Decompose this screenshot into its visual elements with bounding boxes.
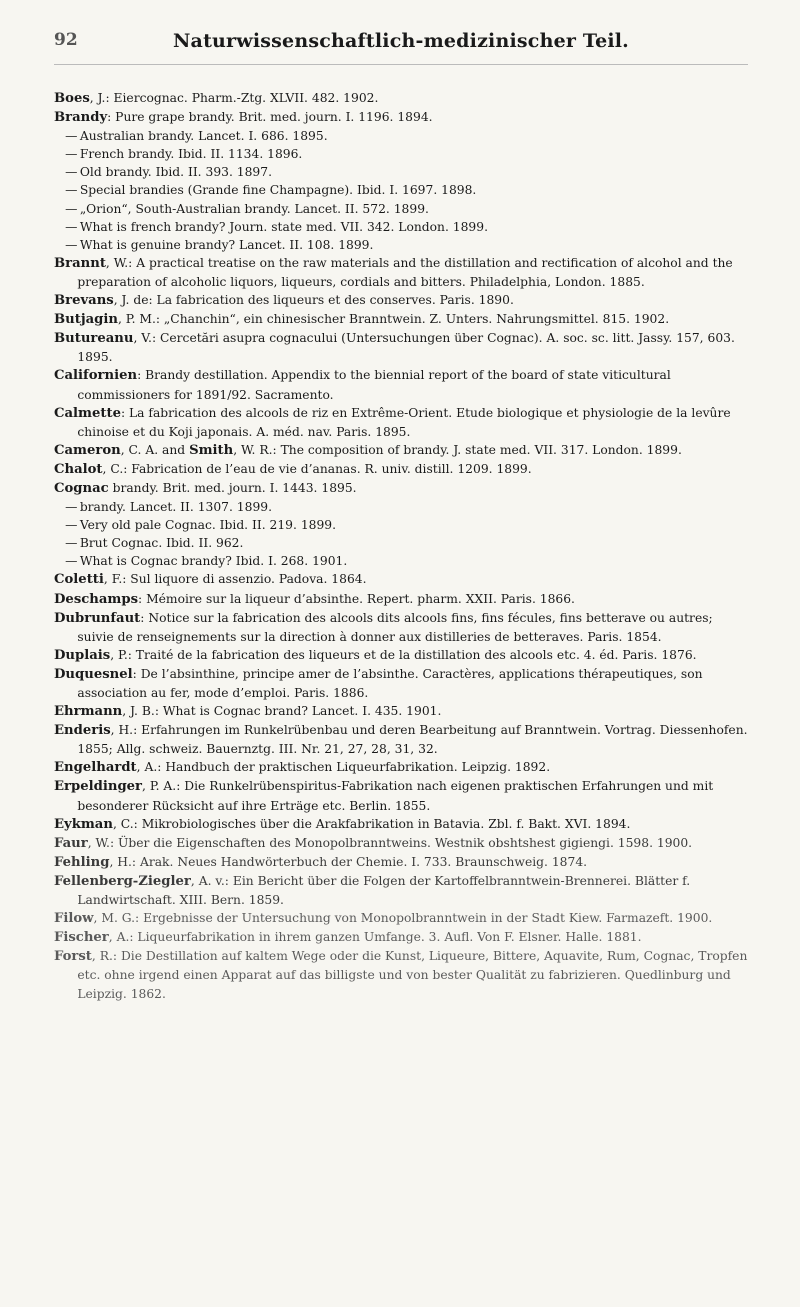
reference-text: : La fabrication des alcools de riz en Extrême-Orient. Etude biologique et physiologie de la levûre chinoise et du Koji japonais. A. méd. nav. Paris. 1895. <box>77 405 731 439</box>
reference-text: , H.: Erfahrungen im Runkelrübenbau und deren Bearbeitung auf Branntwein. Vortrag. Diessenhofen. 1855; Allg. schweiz. Bauernztg. III. Nr. 21, 27, 28, 31, 32. <box>77 723 748 757</box>
reference-text: , J.: Eiercognac. Pharm.-Ztg. XLVII. 482. 1902. <box>89 91 379 105</box>
reference-author: Eykman <box>54 816 113 832</box>
reference-text: , C.: Fabrication de l’eau de vie d’ananas. R. univ. distill. 1209. 1899. <box>102 461 532 476</box>
reference-author: Californien <box>54 368 138 384</box>
reference-text: , V.: Cercetări asupra cognacului (Untersuchungen über Cognac). A. soc. sc. litt. Jassy. 157, 603. 1895. <box>77 331 735 365</box>
reference-entry <box>54 777 748 814</box>
reference-author: Ehrmann <box>54 704 123 720</box>
reference-continuation <box>54 127 748 145</box>
reference-continuation <box>54 498 748 516</box>
reference-author: Engelhardt <box>54 760 137 776</box>
reference-author: Coletti <box>54 572 104 588</box>
ditto-dash: — <box>65 201 78 216</box>
reference-continuation <box>54 200 748 218</box>
reference-author: Boes <box>54 91 90 106</box>
reference-author: Forst <box>54 949 92 965</box>
reference-continuation <box>54 552 748 570</box>
reference-text: , W.: Über die Eigenschaften des Monopolbranntweins. Westnik obshtshest gigiengi. 1598. 1900. <box>87 835 693 850</box>
reference-author: Erpeldinger <box>54 779 142 795</box>
reference-text: Very old pale Cognac. Ibid. II. 219. 1899. <box>79 518 337 533</box>
reference-author: Fischer <box>54 930 109 946</box>
reference-text: , P. M.: „Chanchin“, ein chinesischer Branntwein. Z. Unters. Nahrungsmittel. 815. 1902. <box>117 312 670 327</box>
reference-continuation <box>54 181 748 199</box>
reference-entry <box>54 758 748 777</box>
ditto-dash: — <box>65 536 78 551</box>
reference-continuation <box>54 218 748 236</box>
reference-continuation <box>54 534 748 552</box>
reference-text: : De l’absinthine, principe amer de l’absinthe. Caractères, applications thérapeutiques, son association au fer, mode d’emploi. Paris. 1886. <box>77 666 703 700</box>
reference-author: Cognac <box>54 480 109 496</box>
reference-text: , A. v.: Ein Bericht über die Folgen der Kartoffelbranntwein-Brennerei. Blätter f. Landwirtschaft. XIII. Bern. 1859. <box>77 873 691 908</box>
reference-entry <box>54 609 748 646</box>
reference-entry <box>54 570 748 589</box>
reference-text: Special brandies (Grande fine Champagne). Ibid. I. 1697. 1898. <box>79 183 477 198</box>
reference-author: Brevans <box>54 293 114 309</box>
reference-text: What is Cognac brandy? Ibid. I. 268. 1901. <box>79 554 348 569</box>
reference-entry <box>54 834 748 853</box>
reference-text: , M. G.: Ergebnisse der Untersuchung von Monopolbranntwein in der Stadt Kiew. Farmazeft. 1900. <box>93 911 713 926</box>
reference-text: : Pure grape brandy. Brit. med. journ. I. 1196. 1894. <box>107 110 433 125</box>
page-header <box>54 30 748 65</box>
reference-text: French brandy. Ibid. II. 1134. 1896. <box>79 147 303 162</box>
reference-entry <box>54 310 748 329</box>
reference-entry <box>54 366 748 403</box>
reference-author: Filow <box>54 911 94 927</box>
reference-entry <box>54 665 748 702</box>
reference-entry <box>54 254 748 291</box>
reference-text: brandy. Lancet. II. 1307. 1899. <box>79 500 273 515</box>
reference-author: Brandy <box>54 110 108 126</box>
reference-entry <box>54 815 748 834</box>
reference-continuation <box>54 516 748 534</box>
reference-author: Smith <box>189 442 234 458</box>
reference-entry <box>54 460 748 479</box>
reference-entry <box>54 404 748 441</box>
reference-author: Enderis <box>54 723 111 739</box>
reference-author: Butureanu <box>54 331 134 347</box>
reference-text: „Orion“, South-Australian brandy. Lancet. II. 572. 1899. <box>79 201 429 216</box>
reference-text: , P.: Traité de la fabrication des liqueurs et de la distillation des alcools etc. 4. éd. Paris. 1876. <box>110 647 697 662</box>
reference-text: brandy. Brit. med. journ. I. 1443. 1895. <box>108 480 357 495</box>
reference-author: Cameron <box>54 442 121 458</box>
reference-text: , C. A. and <box>120 442 190 457</box>
reference-text: , A.: Handbuch der praktischen Liqueurfabrikation. Leipzig. 1892. <box>136 760 551 775</box>
reference-entry <box>54 590 748 609</box>
reference-text: Australian brandy. Lancet. I. 686. 1895. <box>79 129 328 144</box>
reference-entry <box>54 479 748 498</box>
ditto-dash: — <box>65 165 78 180</box>
page-number: 92 <box>54 30 78 50</box>
reference-author: Deschamps <box>54 591 139 607</box>
reference-text: , F.: Sul liquore di assenzio. Padova. 1864. <box>103 572 367 587</box>
reference-entry <box>54 108 748 127</box>
reference-entry <box>54 721 748 758</box>
ditto-dash: — <box>65 129 78 144</box>
reference-entry <box>54 947 748 1002</box>
reference-list <box>54 89 748 1003</box>
reference-entry <box>54 872 748 909</box>
reference-continuation <box>54 145 748 163</box>
reference-author: Faur <box>54 835 88 851</box>
running-title: Naturwissenschaftlich-medizinischer Teil. <box>172 30 630 52</box>
reference-text: : Mémoire sur la liqueur d’absinthe. Repert. pharm. XXII. Paris. 1866. <box>138 591 575 606</box>
reference-text: , H.: Arak. Neues Handwörterbuch der Chemie. I. 733. Braunschweig. 1874. <box>109 854 588 869</box>
reference-text: , W. R.: The composition of brandy. J. state med. VII. 317. London. 1899. <box>233 442 682 457</box>
reference-author: Chalot <box>54 461 103 477</box>
reference-continuation <box>54 163 748 181</box>
reference-text: , J. de: La fabrication des liqueurs et des conserves. Paris. 1890. <box>113 293 514 308</box>
reference-continuation <box>54 236 748 254</box>
reference-entry <box>54 928 748 947</box>
reference-text: What is french brandy? Journ. state med. VII. 342. London. 1899. <box>79 219 488 234</box>
reference-text: , A.: Liqueurfabrikation in ihrem ganzen Umfange. 3. Aufl. Von F. Elsner. Halle. 1881. <box>108 930 642 945</box>
reference-author: Duquesnel <box>54 666 133 682</box>
reference-entry <box>54 909 748 928</box>
ditto-dash: — <box>65 237 78 252</box>
ditto-dash: — <box>65 183 78 198</box>
reference-text: What is genuine brandy? Lancet. II. 108. 1899. <box>79 237 374 252</box>
reference-text: , P. A.: Die Runkelrübenspiritus-Fabrikation nach eigenen praktischen Erfahrungen und mit besonderer Rücksicht auf ihre Erträge etc. Berlin. 1855. <box>77 779 714 813</box>
ditto-dash: — <box>65 500 78 515</box>
ditto-dash: — <box>65 219 78 234</box>
reference-text: , R.: Die Destillation auf kaltem Wege oder die Kunst, Liqueure, Bittere, Aquavite, Rum, Cognac, Tropfen etc. ohne irgend einen Apparat auf das billigste und von bester Qualität zu fabrizieren. Quedlinburg und Leipzig. 1862. <box>77 949 748 1001</box>
reference-author: Duplais <box>54 647 111 663</box>
reference-author: Fehling <box>54 854 110 870</box>
reference-author: Brannt <box>54 255 106 271</box>
reference-entry <box>54 291 748 310</box>
reference-entry <box>54 89 748 108</box>
ditto-dash: — <box>65 518 78 533</box>
reference-text: Old brandy. Ibid. II. 393. 1897. <box>79 165 272 180</box>
ditto-dash: — <box>65 147 78 162</box>
reference-author: Calmette <box>54 405 121 421</box>
reference-entry <box>54 646 748 665</box>
reference-entry <box>54 853 748 872</box>
reference-text: , J. B.: What is Cognac brand? Lancet. I. 435. 1901. <box>122 704 442 719</box>
reference-entry <box>54 702 748 721</box>
reference-author: Fellenberg-Ziegler <box>54 873 191 889</box>
ditto-dash: — <box>65 554 78 569</box>
reference-text: : Notice sur la fabrication des alcools dits alcools fins, fins fécules, fins betterave ou autres; suivie de renseignements sur la direction à donner aux distilleries de betteraves. Paris. 1854. <box>77 610 713 644</box>
reference-text: , W.: A practical treatise on the raw materials and the distillation and rectification of alcohol and the preparation of alcoholic liquors, liqueurs, cordials and bitters. Philadelphia, London. 1885. <box>77 255 733 289</box>
reference-author: Butjagin <box>54 312 118 328</box>
reference-text: Brut Cognac. Ibid. II. 962. <box>79 536 244 551</box>
reference-author: Dubrunfaut <box>54 610 141 626</box>
reference-text: , C.: Mikrobiologisches über die Arakfabrikation in Batavia. Zbl. f. Bakt. XVI. 1894. <box>112 816 631 831</box>
reference-text: : Brandy destillation. Appendix to the biennial report of the board of state viticultural commissioners for 1891/92. Sacramento. <box>77 368 671 402</box>
reference-entry <box>54 329 748 366</box>
reference-entry <box>54 441 748 460</box>
